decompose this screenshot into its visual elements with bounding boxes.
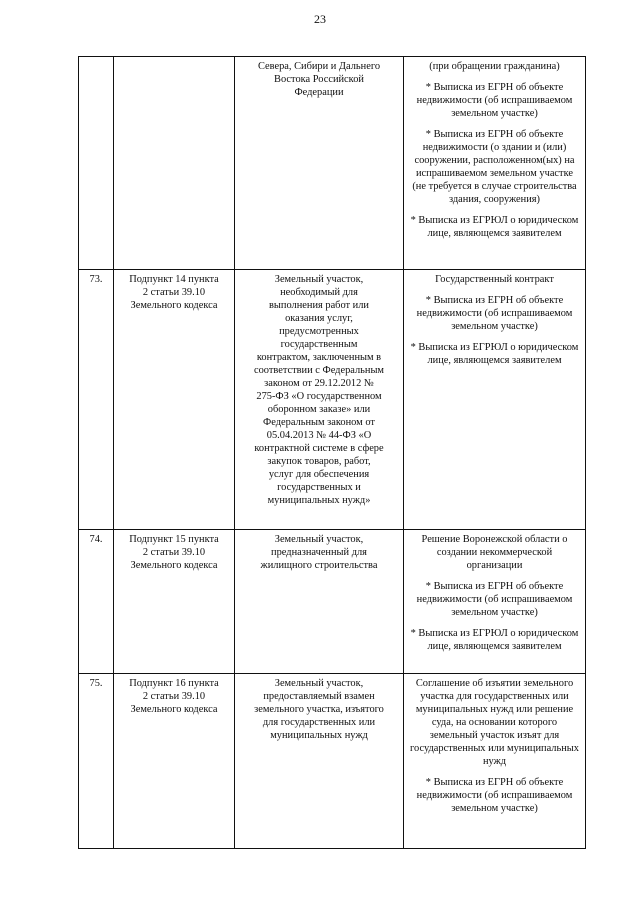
required-documents	[404, 57, 586, 270]
plot-description: Земельный участок, предоставляемый взамен земельного участка, изъятого для государственных или муниципальных нужд	[235, 674, 404, 849]
plot-description: Земельный участок, предназначенный для жилищного строительства	[235, 530, 404, 674]
required-documents	[404, 270, 586, 530]
row-number: 74.	[79, 530, 114, 674]
legal-basis: Подпункт 15 пункта 2 статьи 39.10 Земельного кодекса	[114, 530, 235, 674]
table-row	[79, 530, 586, 674]
table-row	[79, 57, 586, 270]
document-item: * Выписка из ЕГРН об объекте недвижимости (об испрашиваемом земельном участке)	[416, 82, 573, 119]
required-documents	[404, 530, 586, 674]
row-number: 75.	[79, 674, 114, 849]
document-item: * Выписка из ЕГРЮЛ о юридическом лице, являющемся заявителем	[410, 342, 579, 366]
page-number: 23	[314, 12, 326, 26]
document-item: * Выписка из ЕГРН об объекте недвижимости (об испрашиваемом земельном участке)	[416, 581, 573, 618]
legal-basis: Подпункт 14 пункта 2 статьи 39.10 Земельного кодекса	[114, 270, 235, 530]
table-row	[79, 674, 586, 849]
plot-description: Земельный участок, необходимый для выполнения работ или оказания услуг, предусмотренных государственным контрактом, заключенным в соответствии с Федеральным законом от 29.12.2012 № 275-ФЗ «О государственном оборонном заказе» или Федеральным законом от 05.04.2013 № 44-ФЗ «О контрактной системе в сфере закупок товаров, работ, услуг для обеспечения государственных и муниципальных нужд»	[235, 270, 404, 530]
legal-basis	[114, 57, 235, 270]
document-item: * Выписка из ЕГРЮЛ о юридическом лице, являющемся заявителем	[410, 215, 579, 239]
document-item: * Выписка из ЕГРН об объекте недвижимости (об испрашиваемом земельном участке)	[416, 777, 573, 814]
document-item: Государственный контракт	[435, 274, 554, 285]
documents-table	[78, 56, 586, 849]
plot-description: Севера, Сибири и Дальнего Востока Российской Федерации	[235, 57, 404, 270]
row-number: 73.	[79, 270, 114, 530]
document-item: Соглашение об изъятии земельного участка для государственных или муниципальных нужд или решение суда, на основании которого земельный участок изъят для государственных или муниципальных нужд	[410, 678, 579, 767]
document-item: * Выписка из ЕГРЮЛ о юридическом лице, являющемся заявителем	[410, 628, 579, 652]
document-item: * Выписка из ЕГРН об объекте недвижимости (о здании и (или) сооружении, расположенном(ых) на испрашиваемом земельном участке (не требуется в случае строительства здания, сооружения)	[412, 129, 577, 205]
table-row	[79, 270, 586, 530]
document-item: (при обращении гражданина)	[429, 61, 560, 72]
row-number	[79, 57, 114, 270]
legal-basis: Подпункт 16 пункта 2 статьи 39.10 Земельного кодекса	[114, 674, 235, 849]
document-item: Решение Воронежской области о создании некоммерческой организации	[421, 534, 568, 571]
document-item: * Выписка из ЕГРН об объекте недвижимости (об испрашиваемом земельном участке)	[416, 295, 573, 332]
required-documents	[404, 674, 586, 849]
